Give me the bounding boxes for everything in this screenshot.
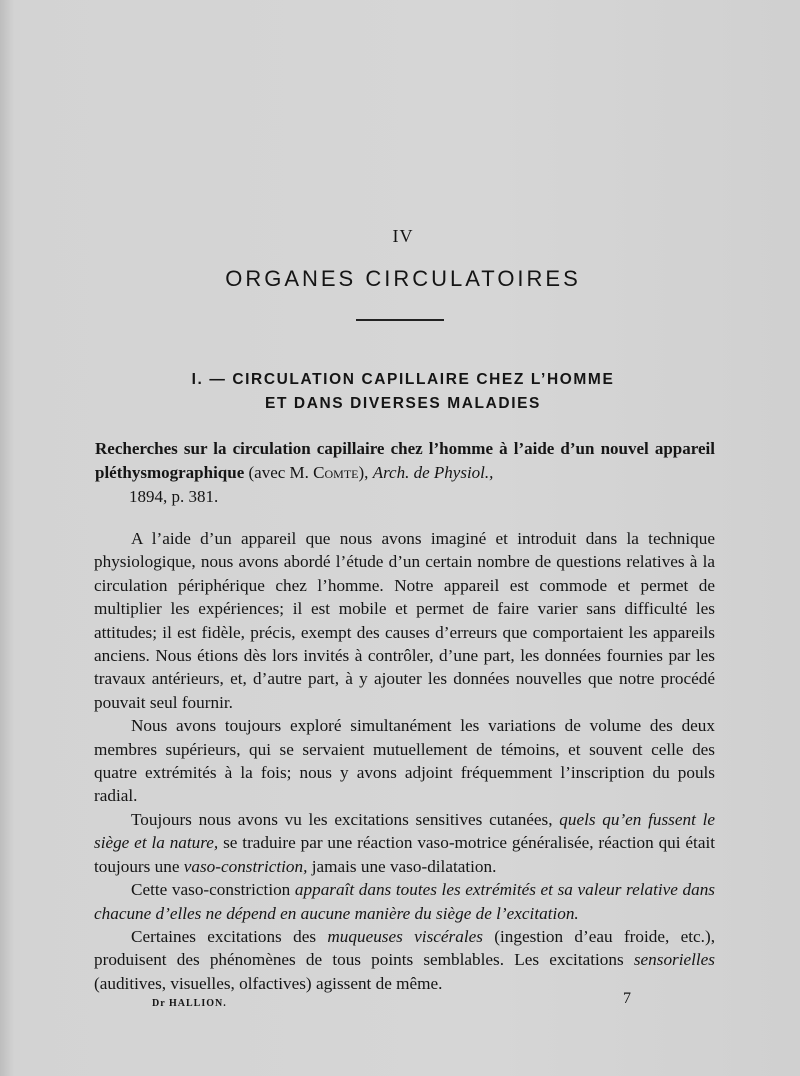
paragraph-4 bbox=[94, 878, 715, 925]
part-numeral: IV bbox=[392, 226, 414, 246]
section-title-line-1: I. — CIRCULATION CAPILLAIRE CHEZ L’HOMME bbox=[191, 371, 615, 388]
p5-text-c: (ingestion d’eau froide, etc.), produisent des phénomènes de tous points semblables. Les excitations bbox=[94, 926, 715, 970]
part-title: ORGANES CIRCULATOIRES bbox=[225, 266, 581, 291]
title-rule bbox=[356, 319, 444, 321]
p3-italic-b: quels qu’en fussent le siège et la nature, bbox=[94, 809, 716, 853]
footer-author: Dr HALLION. bbox=[152, 998, 227, 1009]
reference-journal: Arch. de Physiol., bbox=[372, 463, 494, 482]
paragraph-5 bbox=[94, 925, 715, 995]
reference-title: Recherches sur la circulation capillaire chez l’homme à l’aide d’un nouvel appareil pléthysmographique bbox=[95, 439, 715, 482]
p3-text-e: jamais une vaso-dilatation. bbox=[307, 856, 497, 876]
p5-text-e: (auditives, visuelles, olfactives) agissent de même. bbox=[94, 973, 443, 993]
p3-text-a: Toujours nous avons vu les excitations sensitives cutanées, bbox=[131, 809, 560, 829]
bibliographic-reference bbox=[95, 437, 715, 509]
section-title bbox=[0, 368, 800, 416]
page-number: 7 bbox=[623, 990, 631, 1007]
paragraph-2: Nous avons toujours exploré simultanément les variations de volume des deux membres supérieurs, qui se servaient mutuellement de témoins, et souvent celle des quatre extrémités à la fois; nous y avons adjoint fréquemment l’inscription du pouls radial. bbox=[94, 716, 715, 806]
reference-citation: 1894, p. 381. bbox=[129, 487, 219, 506]
reference-coauthor: Comte bbox=[313, 463, 359, 482]
paragraph-1: A l’aide d’un appareil que nous avons imaginé et introduit dans la technique physiologique, nous avons abordé l’étude d’un certain nombre de questions relatives à la circulation périphérique chez l’homme. Notre appareil est commode et permet de multiplier les expériences; il est mobile et permet de faire varier sans difficulté les attitudes; il est fidèle, précis, exempt des causes d’erreurs que comportaient les appareils anciens. Nous étions dès lors invités à contrôler, d’une part, les données fournies par les travaux antérieurs, et, d’autre part, à y ajouter les données nouvelles que notre procédé pouvait seul fournir. bbox=[94, 529, 715, 712]
p4-italic-b: apparaît dans toutes les extrémités et sa valeur relative dans chacune d’elles ne dépend en aucune manière du siège de l’excitation. bbox=[94, 880, 715, 923]
p5-italic-d: sensorielles bbox=[633, 950, 715, 970]
p3-text-c: se traduire par une réaction vaso-motrice généralisée, réaction qui était toujours une bbox=[94, 833, 715, 876]
reference-coauthor-suffix: ), bbox=[358, 463, 373, 482]
paragraph-3 bbox=[94, 808, 715, 878]
p3-italic-d: vaso-constriction, bbox=[183, 856, 308, 876]
body-text bbox=[94, 527, 715, 995]
p4-text-a: Cette vaso-constriction bbox=[131, 880, 295, 900]
p5-italic-b: muqueuses viscérales bbox=[327, 926, 483, 946]
p5-text-a: Certaines excitations des bbox=[131, 926, 328, 946]
reference-coauthor-prefix: (avec M. bbox=[244, 463, 314, 482]
section-title-line-2: ET DANS DIVERSES MALADIES bbox=[265, 395, 541, 412]
